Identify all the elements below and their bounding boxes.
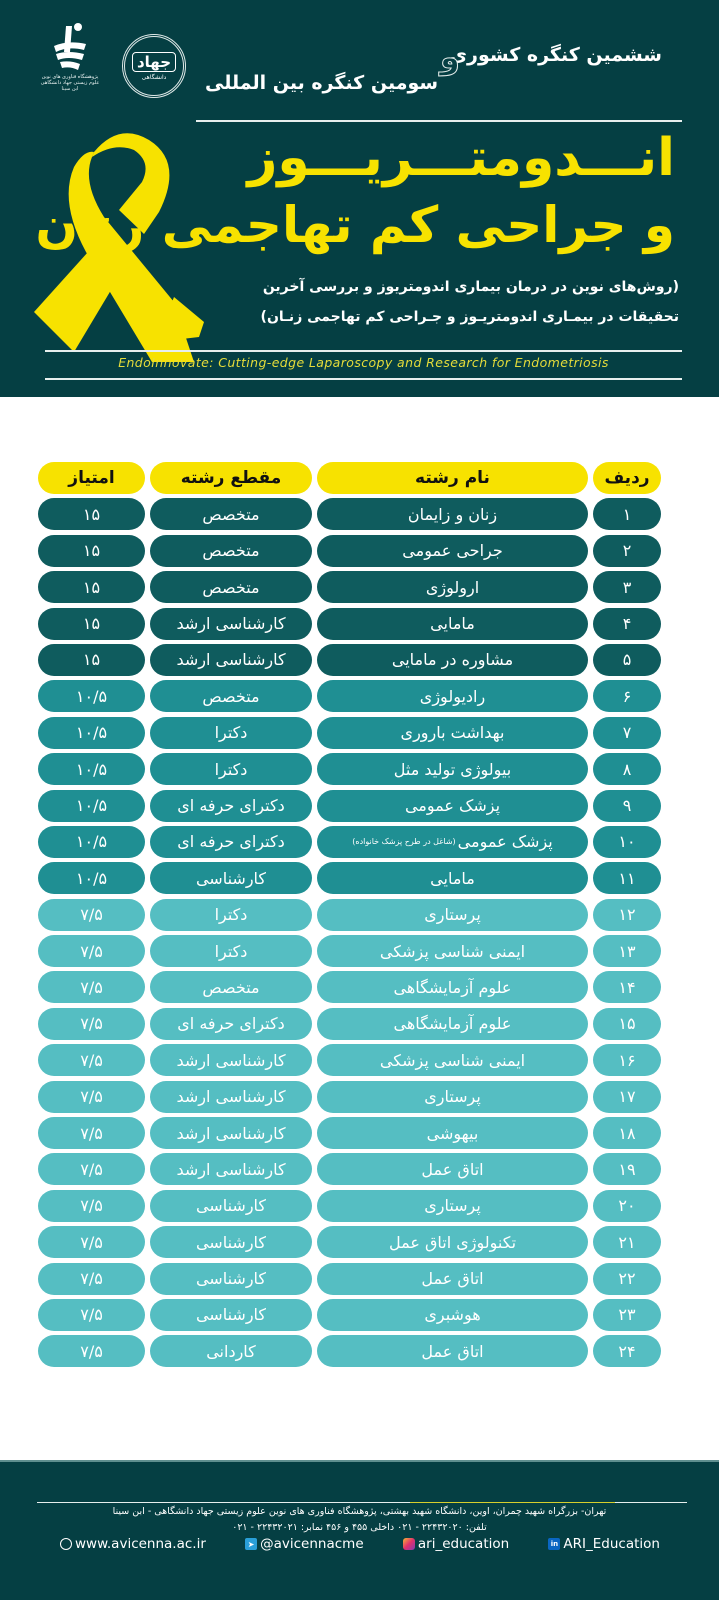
english-tagline: EndoInnovate: Cutting-edge Laparoscopy and Research for Endometriosis (118, 355, 609, 370)
table-row (38, 1190, 661, 1222)
row-number: ۱۴ (593, 971, 661, 1003)
field-name (317, 1008, 588, 1040)
field-name (317, 899, 588, 931)
table-row (38, 1335, 661, 1367)
row-number: ۳ (593, 571, 661, 603)
website-text: www.avicenna.ac.ir (75, 1536, 206, 1552)
row-number: ۵ (593, 644, 661, 676)
divider (45, 378, 682, 380)
degree-level: کارشناسی (150, 1263, 312, 1295)
globe-icon (60, 1538, 72, 1550)
table-row (38, 1081, 661, 1113)
divider (196, 120, 682, 122)
footer-phone: تلفن: ۲۲۴۳۲۰۲۰ - ۰۲۱ داخلی ۴۵۵ و ۴۵۶ نمابر: ۲۲۴۳۲۰۲۱ - ۰۲۱ (232, 1522, 487, 1533)
table-row (38, 644, 661, 676)
field-name-text: پزشک عمومی (404, 796, 501, 816)
field-name-text: تکنولوژی اتاق عمل (388, 1232, 517, 1252)
subtitle-line-1: (روش‌های نوین در درمان بیماری اندومتریوز و بررسی آخرین (262, 279, 679, 295)
table-row (38, 1226, 661, 1258)
instagram-link[interactable] (403, 1536, 509, 1552)
field-name (317, 1263, 588, 1295)
field-name-text: زنان و زایمان (407, 504, 498, 524)
credit-score: ۷/۵ (38, 1117, 145, 1149)
telegram-icon: ➤ (245, 1538, 257, 1550)
field-name-text: اتاق عمل (421, 1269, 484, 1289)
degree-level: متخصص (150, 571, 312, 603)
field-name (317, 753, 588, 785)
table-row (38, 1044, 661, 1076)
field-name (317, 571, 588, 603)
website-link[interactable] (60, 1536, 206, 1552)
telegram-link[interactable] (245, 1536, 364, 1552)
credit-score: ۱۵ (38, 571, 145, 603)
degree-level: کارشناسی ارشد (150, 1153, 312, 1185)
footer-divider-accent (410, 1502, 615, 1503)
field-name (317, 1226, 588, 1258)
subtitle-line-2: تحقیقات در بیمـاری اندومتریـوز و جـراحی کم تهاجمی زنـان) (260, 309, 679, 325)
field-name-text: پرستاری (424, 1196, 481, 1216)
field-name-text: پزشک عمومی (457, 832, 553, 852)
degree-level: متخصص (150, 498, 312, 530)
degree-level: دکترا (150, 753, 312, 785)
linkedin-icon: in (548, 1538, 560, 1550)
field-name (317, 1081, 588, 1113)
field-name-text: جراحی عمومی (402, 541, 503, 561)
row-number: ۲۱ (593, 1226, 661, 1258)
telegram-text: @avicennacme (260, 1536, 364, 1552)
field-name-text: بیولوژی تولید مثل (393, 759, 512, 779)
table-row (38, 535, 661, 567)
field-name (317, 1190, 588, 1222)
congress-and: و (440, 38, 460, 76)
row-number: ۶ (593, 680, 661, 712)
field-name (317, 790, 588, 822)
degree-level: متخصص (150, 535, 312, 567)
credit-score: ۷/۵ (38, 1153, 145, 1185)
avicenna-logo-icon (50, 22, 90, 72)
credit-score: ۱۰/۵ (38, 680, 145, 712)
table-header-row (38, 462, 661, 494)
table-row (38, 899, 661, 931)
field-name-text: ارولوژی (425, 577, 480, 597)
table-row (38, 862, 661, 894)
table-row (38, 935, 661, 967)
credit-score: ۷/۵ (38, 1081, 145, 1113)
footer-address: تهران- بزرگراه شهید چمران، اوین، دانشگاه شهید بهشتی، پژوهشگاه فناوری های نوین علوم زیستی جهاد دانشگاهی - ابن سینا (112, 1506, 607, 1517)
field-name-note: (شاغل در طرح پزشک خانواده) (352, 837, 456, 847)
table-row (38, 571, 661, 603)
title-endometriosis: انـــدومتـــریـــوز (247, 128, 675, 188)
row-number: ۱۱ (593, 862, 661, 894)
table-row (38, 753, 661, 785)
table-row (38, 1299, 661, 1331)
field-name-text: مامایی (430, 868, 475, 888)
table-row (38, 608, 661, 640)
field-name (317, 535, 588, 567)
linkedin-link[interactable] (548, 1536, 660, 1552)
field-name-text: اتاق عمل (421, 1341, 484, 1361)
credit-score: ۷/۵ (38, 935, 145, 967)
degree-level: دکترای حرفه ای (150, 790, 312, 822)
degree-level: کاردانی (150, 1335, 312, 1367)
degree-level: دکترا (150, 899, 312, 931)
degree-level: دکترای حرفه ای (150, 826, 312, 858)
field-name-text: ایمنی شناسی پزشکی (379, 941, 526, 961)
subtitle (199, 272, 679, 332)
field-name (317, 1335, 588, 1367)
credit-score: ۷/۵ (38, 1299, 145, 1331)
field-name (317, 1117, 588, 1149)
field-name (317, 862, 588, 894)
field-name-text: مامایی (430, 614, 475, 634)
field-name (317, 935, 588, 967)
column-header-level: مقطع رشته (150, 462, 312, 494)
credit-score: ۷/۵ (38, 1190, 145, 1222)
credits-table (38, 462, 661, 1372)
credit-score: ۷/۵ (38, 1226, 145, 1258)
row-number: ۲۰ (593, 1190, 661, 1222)
instagram-text: ari_education (417, 1536, 510, 1552)
congress-line-1: ششمین کنگره کشوری (449, 44, 662, 66)
header-banner (0, 0, 719, 397)
field-name-text: ایمنی شناسی پزشکی (379, 1050, 526, 1070)
degree-level: متخصص (150, 680, 312, 712)
credit-score: ۷/۵ (38, 899, 145, 931)
row-number: ۷ (593, 717, 661, 749)
credit-score: ۱۵ (38, 608, 145, 640)
field-name (317, 1153, 588, 1185)
field-name (317, 717, 588, 749)
table-row (38, 971, 661, 1003)
row-number: ۸ (593, 753, 661, 785)
title-minimally-invasive-surgery: و جراحی کم تهاجمی زنان (35, 196, 675, 254)
field-name (317, 1299, 588, 1331)
table-row (38, 826, 661, 858)
degree-level: کارشناسی (150, 1299, 312, 1331)
field-name-text: علوم آزمایشگاهی (393, 1014, 512, 1034)
field-name-text: بیهوشی (426, 1123, 479, 1143)
column-header-name: نام رشته (317, 462, 588, 494)
field-name-text: پرستاری (424, 1087, 481, 1107)
credit-score: ۱۰/۵ (38, 753, 145, 785)
degree-level: دکترای حرفه ای (150, 1008, 312, 1040)
degree-level: دکترا (150, 935, 312, 967)
field-name (317, 608, 588, 640)
avicenna-logo (40, 22, 100, 102)
field-name (317, 498, 588, 530)
row-number: ۱۶ (593, 1044, 661, 1076)
avicenna-logo-caption: پژوهشگاه فناوری های نوین علوم زیستی جهاد دانشگاهی ابن سینا (40, 74, 100, 92)
row-number: ۱۵ (593, 1008, 661, 1040)
row-number: ۲۳ (593, 1299, 661, 1331)
field-name-text: علوم آزمایشگاهی (393, 977, 512, 997)
footer-social-links (60, 1536, 660, 1552)
table-row (38, 717, 661, 749)
field-name-text: بهداشت باروری (400, 723, 505, 743)
degree-level: کارشناسی ارشد (150, 1117, 312, 1149)
table-row (38, 790, 661, 822)
field-name (317, 644, 588, 676)
column-header-score: امتیاز (38, 462, 145, 494)
degree-level: کارشناسی ارشد (150, 1044, 312, 1076)
table-row (38, 680, 661, 712)
field-name-text: هوشبری (424, 1305, 481, 1325)
row-number: ۲ (593, 535, 661, 567)
divider (45, 350, 682, 352)
table-row (38, 1153, 661, 1185)
credit-score: ۱۰/۵ (38, 862, 145, 894)
instagram-icon (403, 1538, 415, 1550)
field-name (317, 680, 588, 712)
column-header-num: ردیف (593, 462, 661, 494)
field-name-text: اتاق عمل (421, 1159, 484, 1179)
row-number: ۱۸ (593, 1117, 661, 1149)
field-name (317, 826, 588, 858)
table-row (38, 498, 661, 530)
credit-score: ۱۵ (38, 535, 145, 567)
table-row (38, 1008, 661, 1040)
row-number: ۱ (593, 498, 661, 530)
credit-score: ۷/۵ (38, 1263, 145, 1295)
field-name-text: پرستاری (424, 905, 481, 925)
linkedin-text: ARI_Education (563, 1536, 660, 1552)
degree-level: کارشناسی (150, 1226, 312, 1258)
jahad-logo-sub: دانشگاهی (141, 73, 167, 81)
credit-score: ۱۰/۵ (38, 790, 145, 822)
credit-score: ۷/۵ (38, 971, 145, 1003)
table-row (38, 1263, 661, 1295)
jahad-logo-main: جهاد (132, 52, 176, 72)
row-number: ۲۲ (593, 1263, 661, 1295)
credit-score: ۷/۵ (38, 1008, 145, 1040)
row-number: ۱۲ (593, 899, 661, 931)
row-number: ۴ (593, 608, 661, 640)
field-name-text: مشاوره در مامایی (391, 650, 514, 670)
degree-level: کارشناسی (150, 862, 312, 894)
jahad-logo (122, 34, 186, 98)
degree-level: کارشناسی (150, 1190, 312, 1222)
credit-score: ۷/۵ (38, 1335, 145, 1367)
credit-score: ۱۵ (38, 644, 145, 676)
row-number: ۱۰ (593, 826, 661, 858)
row-number: ۲۴ (593, 1335, 661, 1367)
credit-score: ۷/۵ (38, 1044, 145, 1076)
field-name (317, 1044, 588, 1076)
degree-level: متخصص (150, 971, 312, 1003)
degree-level: کارشناسی ارشد (150, 644, 312, 676)
credit-score: ۱۰/۵ (38, 826, 145, 858)
row-number: ۱۷ (593, 1081, 661, 1113)
credit-score: ۱۵ (38, 498, 145, 530)
field-name-text: رادیولوژی (419, 686, 486, 706)
row-number: ۱۹ (593, 1153, 661, 1185)
row-number: ۱۳ (593, 935, 661, 967)
row-number: ۹ (593, 790, 661, 822)
footer (0, 1460, 719, 1600)
table-row (38, 1117, 661, 1149)
degree-level: کارشناسی ارشد (150, 608, 312, 640)
credit-score: ۱۰/۵ (38, 717, 145, 749)
congress-line-2: سومین کنگره بین المللی (205, 72, 439, 94)
degree-level: کارشناسی ارشد (150, 1081, 312, 1113)
degree-level: دکترا (150, 717, 312, 749)
field-name (317, 971, 588, 1003)
